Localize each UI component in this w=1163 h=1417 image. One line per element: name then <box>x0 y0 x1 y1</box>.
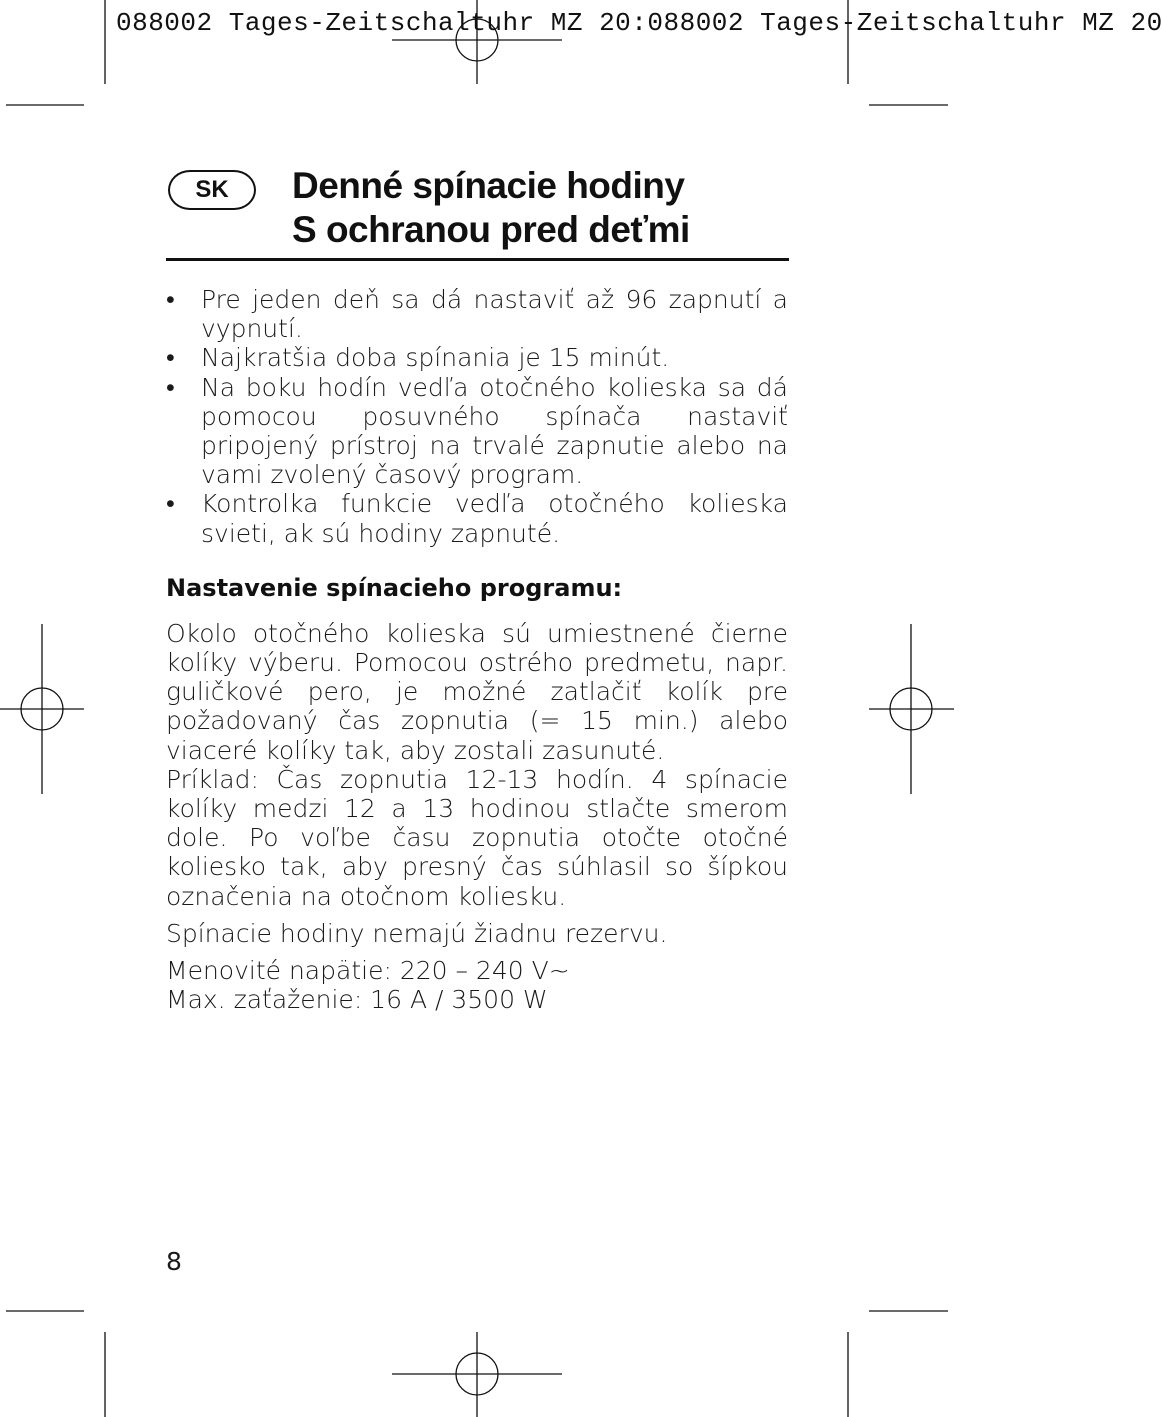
list-item <box>166 489 788 547</box>
registration-target-right <box>869 624 954 794</box>
specifications <box>166 956 788 1014</box>
page-title-line-2: S ochranou pred deťmi <box>292 209 690 250</box>
bullet-icon: • <box>166 489 175 519</box>
registration-target-bottom <box>392 1332 562 1417</box>
paragraph-pins: Okolo otočného kolieska sú umiestnené čierne kolíky výberu. Pomocou ostrého predmetu, napr. guličkové pero, je možné zatlačiť kolík pre požadovaný čas zopnutia (= 15 min.) alebo viaceré kolíky tak, aby zostali zasunuté. <box>166 618 788 765</box>
print-slug-line: 088002 Tages-Zeitschaltuhr MZ 20:088002 Tages-Zeitschaltuhr MZ 20 <box>116 8 1163 38</box>
registration-target-top <box>392 0 562 84</box>
bullet-icon: • <box>166 285 175 314</box>
feature-list <box>166 285 788 548</box>
spec-max-load: Max. zaťaženie: 16 A / 3500 W <box>166 985 548 1015</box>
paragraph-no-reserve: Spínacie hodiny nemajú žiadnu rezervu. <box>166 918 668 948</box>
registration-target-left <box>0 624 84 794</box>
list-item <box>166 373 788 490</box>
list-item-text: Najkratšia doba spínania je 15 minút. <box>201 343 670 373</box>
list-item-text: Kontrolka funkcie vedľa otočného kolieska svieti, ak sú hodiny zapnuté. <box>201 489 788 548</box>
paragraph-example: Príklad: Čas zopnutia 12-13 hodín. 4 spínacie kolíky medzi 12 a 13 hodinou stlačte smerom dole. Po voľbe času zopnutia otočte otočné koliesko tak, aby presný čas súhlasil so šípkou označenia na otočnom koliesku. <box>166 764 788 911</box>
list-item <box>166 285 788 343</box>
main-content <box>166 285 788 1014</box>
title-divider <box>166 258 789 261</box>
page-number: 8 <box>166 1247 182 1276</box>
list-item <box>166 343 788 372</box>
spec-rated-voltage: Menovité napätie: 220 – 240 V~ <box>166 956 570 986</box>
bullet-icon: • <box>166 372 175 402</box>
page-title <box>292 164 792 252</box>
section-heading: Nastavenie spínacieho programu: <box>166 573 623 602</box>
bullet-icon: • <box>166 343 175 373</box>
language-badge: SK <box>168 170 256 210</box>
page-title-line-1: Denné spínacie hodiny <box>292 165 685 206</box>
list-item-text: Na boku hodín vedľa otočného kolieska sa dá pomocou posuvného spínača nastaviť pripojený prístroj na trvalé zapnutie alebo na vami zvolený časový program. <box>201 372 788 490</box>
list-item-text: Pre jeden deň sa dá nastaviť až 96 zapnutí a vypnutí. <box>201 285 788 344</box>
